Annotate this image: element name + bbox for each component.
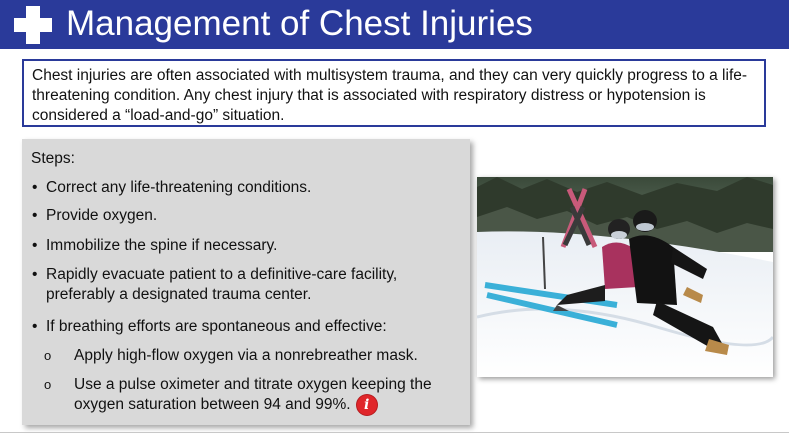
bullet-icon: •	[32, 207, 38, 224]
sub-bullet-text: Apply high-flow oxygen via a nonrebreather mask.	[74, 347, 418, 364]
hollow-bullet-icon: o	[44, 348, 52, 363]
bullet-text: Provide oxygen.	[46, 207, 158, 224]
sub-list-item	[44, 375, 464, 415]
list-item	[32, 265, 462, 305]
bullet-text: If breathing efforts are spontaneous and effective:	[46, 318, 387, 335]
bullet-text: Immobilize the spine if necessary.	[46, 237, 278, 254]
list-item	[32, 206, 462, 226]
sub-bullet-text-content: Use a pulse oximeter and titrate oxygen keeping the oxygen saturation between 94 and 99%.	[74, 376, 432, 414]
sub-bullet-text	[74, 375, 464, 415]
slide-header	[0, 0, 789, 49]
first-aid-cross-icon	[14, 6, 52, 44]
list-item	[32, 178, 462, 198]
bullet-text: Correct any life-threatening conditions.	[46, 179, 312, 196]
hollow-bullet-icon: o	[44, 377, 52, 392]
intro-text: Chest injuries are often associated with multisystem trauma, and they can very quickly progress to a life-threatening condition. Any chest injury that is associated with respiratory distress or hypotension is considered a “load-and-go” situation.	[32, 67, 748, 124]
steps-heading: Steps:	[31, 150, 75, 167]
page-title: Management of Chest Injuries	[66, 4, 533, 43]
intro-box	[22, 59, 766, 127]
skiers-photo	[477, 177, 773, 377]
bullet-icon: •	[32, 237, 38, 254]
info-icon[interactable]: i	[357, 395, 377, 415]
list-item	[32, 236, 462, 256]
bottom-divider	[0, 432, 789, 433]
bullet-icon: •	[32, 266, 38, 283]
bullet-icon: •	[32, 179, 38, 196]
photo-skiers-in-snow-icon	[477, 177, 773, 377]
bullet-text: Rapidly evacuate patient to a definitive-care facility, preferably a designated trauma center.	[46, 266, 398, 303]
sub-list-item	[44, 346, 464, 366]
bullet-icon: •	[32, 318, 38, 335]
steps-panel	[22, 139, 470, 425]
list-item	[32, 317, 462, 337]
